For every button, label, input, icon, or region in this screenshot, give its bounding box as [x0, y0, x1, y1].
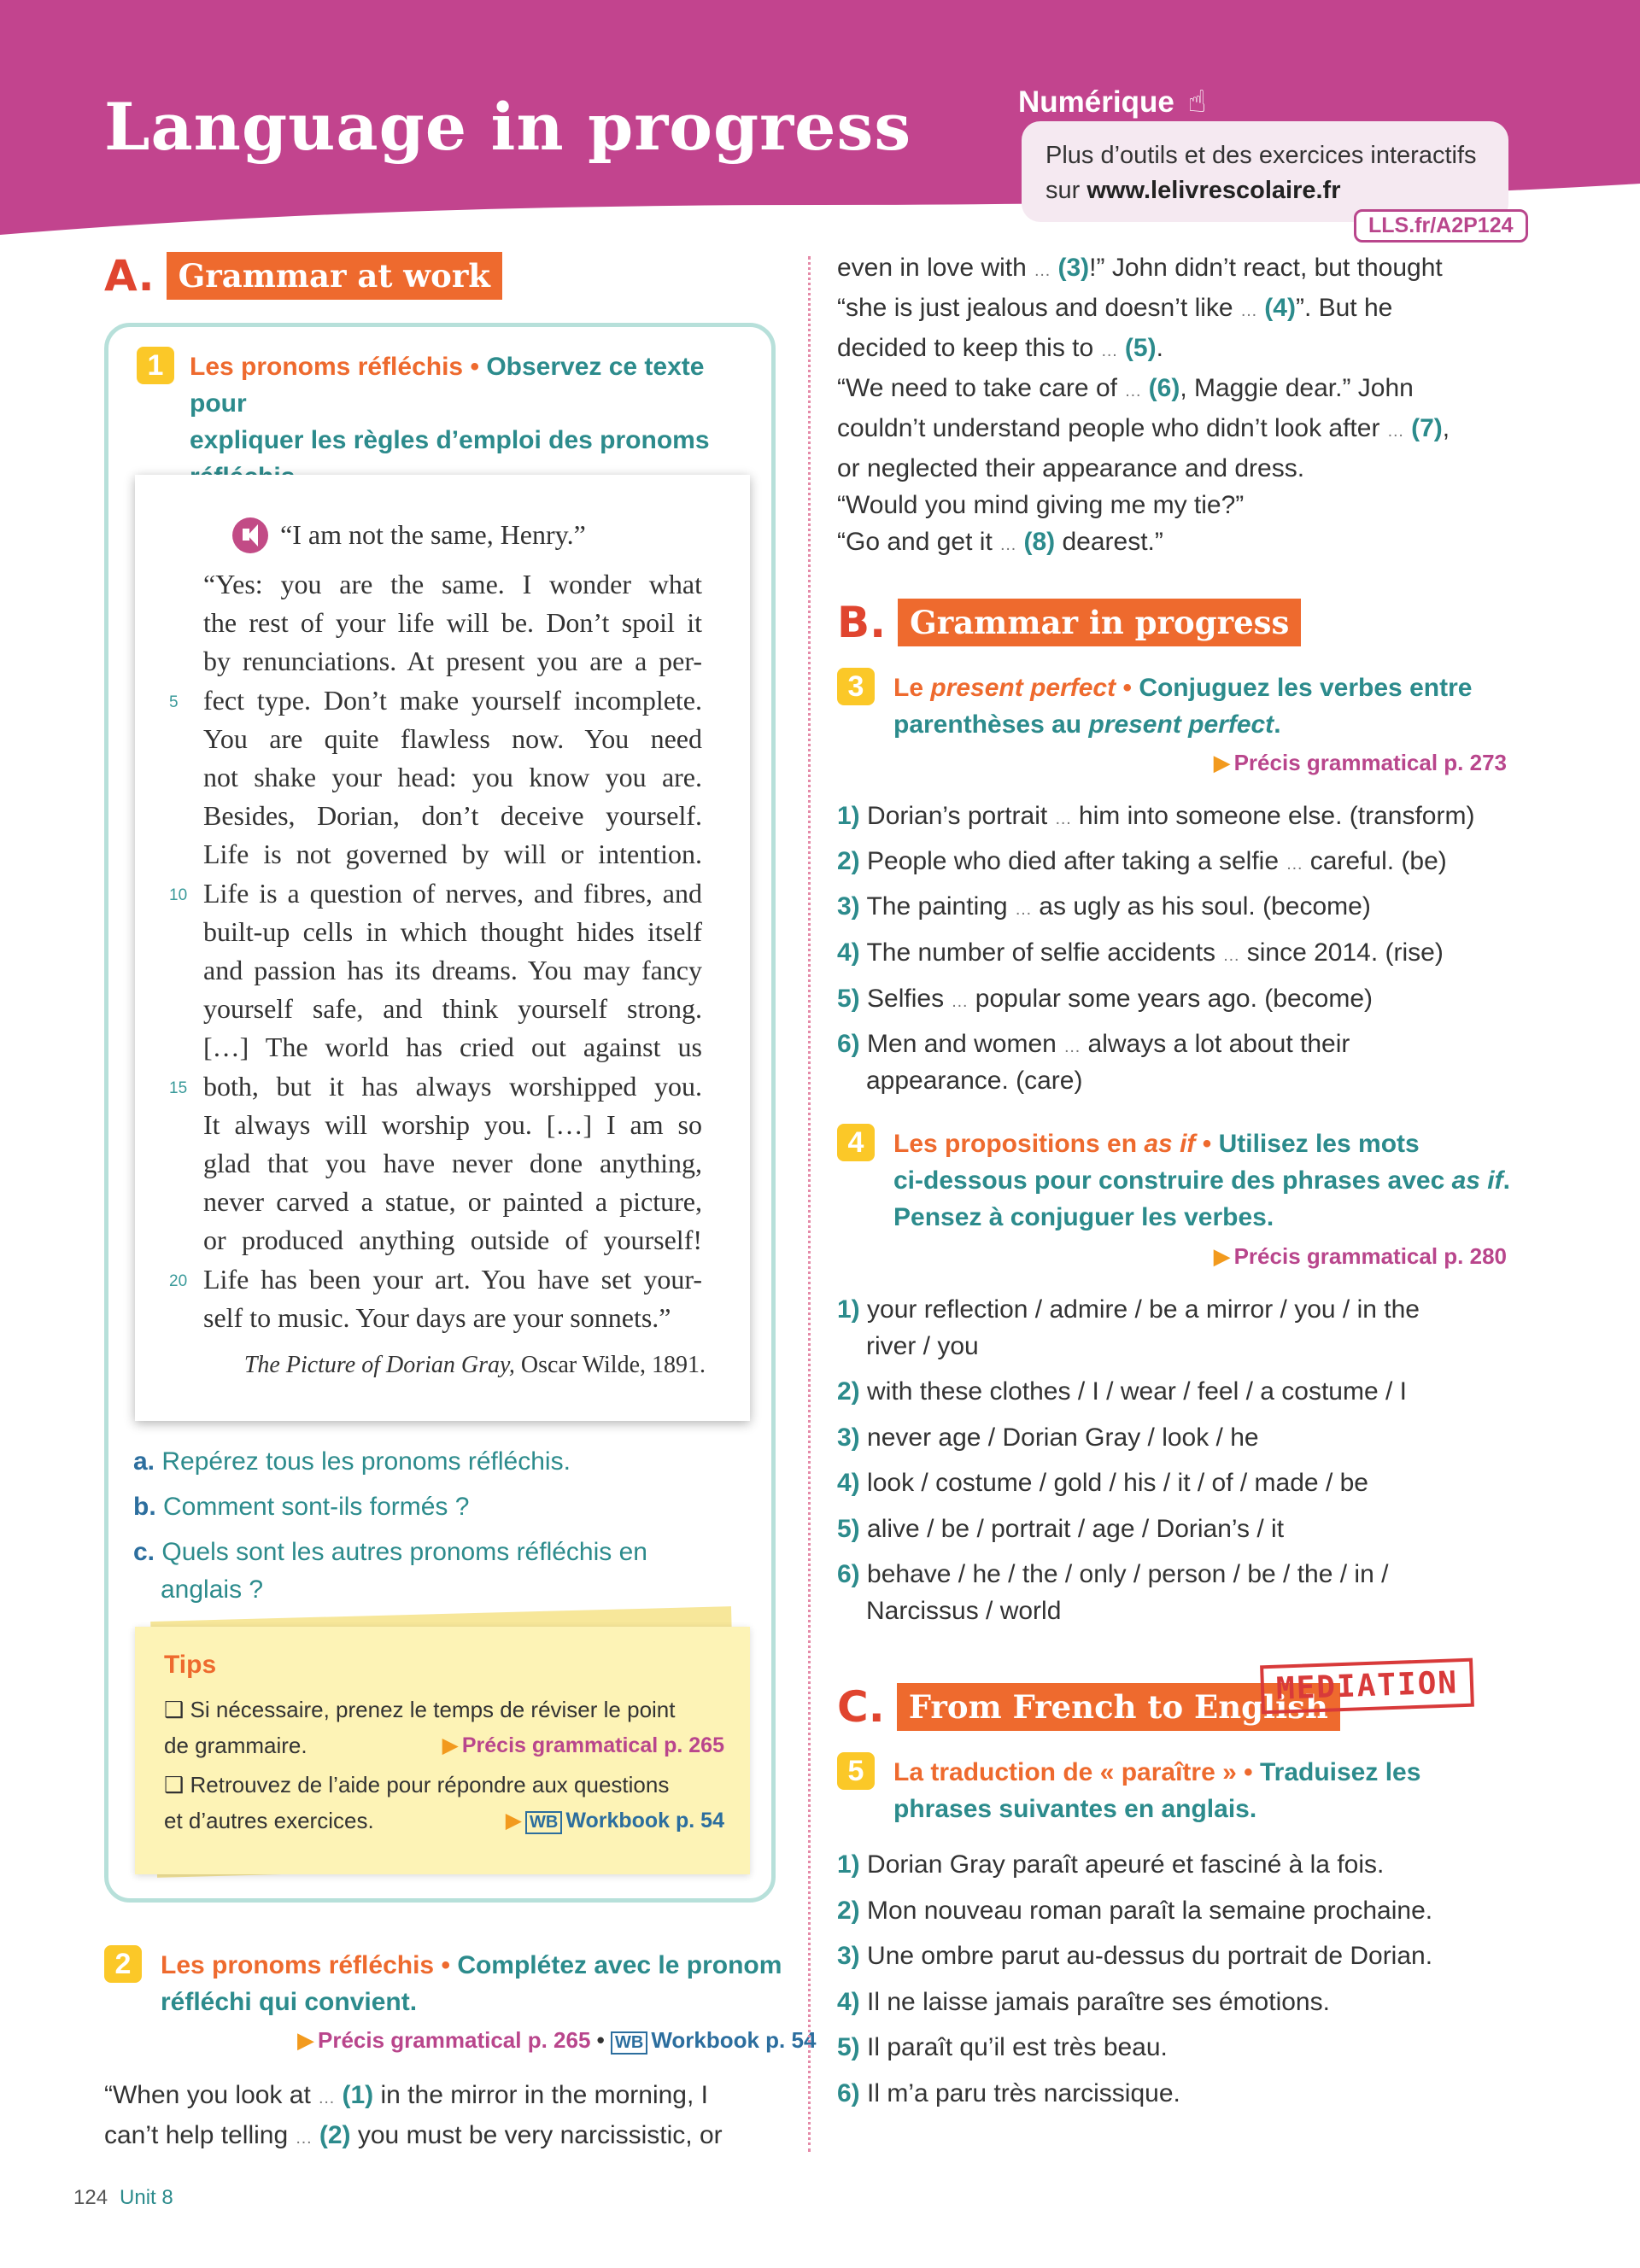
separator: •: [441, 1951, 450, 1979]
arrow-icon: ▶: [1213, 1243, 1231, 1269]
question-c: c. Quels sont les autres pronoms réfléchis en: [133, 1538, 647, 1566]
line-number: 15: [169, 1078, 188, 1097]
list-item: 1) Dorian’s portrait … him into someone else. (transform): [837, 802, 1475, 830]
audio-speaker-icon[interactable]: [232, 517, 268, 553]
page-title: Language in progress: [104, 89, 912, 165]
lls-code-link[interactable]: LLS.fr/A2P124: [1354, 209, 1528, 243]
instruction-line: expliquer les règles d’emploi des pronoms: [190, 426, 710, 454]
precis-link[interactable]: ▶ Précis grammatical p. 273: [1213, 750, 1507, 775]
quote-line: not shake your head: you know you are.: [203, 762, 702, 792]
exercise-2-refs: [297, 2027, 816, 2055]
quote-line: “I am not the same, Henry.”: [280, 519, 586, 550]
list-item-cont: appearance. (care): [866, 1067, 1083, 1095]
section-letter: B.: [837, 598, 887, 647]
page-footer: [73, 2186, 173, 2210]
quote-line: self to music. Your days are your sonnets.”: [203, 1301, 671, 1333]
exercise-number-badge: 4: [837, 1124, 875, 1161]
quote-line: by renunciations. At present you are a per-: [203, 646, 702, 677]
section-b-heading: [837, 598, 1301, 647]
instruction-line: Complétez avec le pronom: [457, 1951, 782, 1979]
column-separator: [808, 256, 811, 2152]
quote-line: Besides, Dorian, don’t deceive yourself.: [203, 800, 702, 832]
section-a-heading: [104, 251, 502, 301]
separator: •: [596, 2027, 605, 2053]
quote-line: Life is not governed by will or intention.: [203, 839, 702, 870]
instruction-line: Observez ce texte pour: [190, 353, 705, 418]
list-item: 3) Une ombre parut au-dessus du portrait de Dorian.: [837, 1942, 1433, 1970]
exercise-2-text: “When you look at … (1) in the mirror in the morning, I can’t help telling … (2) you must be very narcissistic, or: [104, 2081, 723, 2149]
list-item: 2) with these clothes / I / wear / feel / a costume / I: [837, 1377, 1407, 1406]
quote-line: You are quite flawless now. You need: [203, 722, 702, 754]
quote-line: both, but it has always worshipped you.: [203, 1070, 702, 1102]
line-number: 20: [169, 1271, 188, 1290]
section-title: Grammar at work: [167, 252, 502, 300]
quote-line: never carved a statue, or painted a picture,: [203, 1186, 702, 1218]
unit-label: Unit 8: [120, 2186, 173, 2209]
quote-line: Life is a question of nerves, and fibres, and: [203, 877, 702, 909]
workbook-icon: WB: [611, 2031, 647, 2055]
quote-line: yourself safe, and think yourself strong.: [203, 993, 702, 1025]
arrow-icon: ▶: [297, 2027, 314, 2053]
exercise-2-header: [104, 1947, 788, 2020]
precis-link[interactable]: ▶ Précis grammatical p. 280: [1213, 1243, 1507, 1269]
list-item: 5) Il paraît qu’il est très beau.: [837, 2033, 1168, 2061]
exercise-number-badge: 3: [837, 668, 875, 705]
question-b: b. Comment sont-ils formés ?: [133, 1493, 470, 1521]
numerique-url-line: [1046, 173, 1485, 208]
numerique-url-prefix: sur: [1046, 177, 1081, 204]
list-item: 2) People who died after taking a selfie … careful. (be): [837, 847, 1447, 875]
tips-line: et d’autres exercices.: [164, 1808, 374, 1833]
tips-line: ❑ Retrouvez de l’aide pour répondre aux questions: [164, 1772, 670, 1797]
list-item: 4) The number of selfie accidents … since 2014. (rise): [837, 938, 1444, 967]
exercise-4-header: 4 Les propositions en as if • Utilisez les mots ci-dessous pour construire des phrases avec as if. Pensez à conjuguer les verbes.: [837, 1125, 1589, 1236]
question-a: a. Repérez tous les pronoms réfléchis.: [133, 1447, 571, 1476]
tips-line: de grammaire.: [164, 1733, 308, 1758]
section-letter: C.: [837, 1682, 885, 1732]
numerique-text: Plus d’outils et des exercices interactifs: [1046, 142, 1477, 169]
question-c-cont: anglais ?: [161, 1575, 264, 1604]
separator: •: [470, 353, 479, 381]
list-item: 5) alive / be / portrait / age / Dorian’s / it: [837, 1515, 1285, 1543]
list-item: 6) Il m’a paru très narcissique.: [837, 2079, 1180, 2107]
list-item: 3) The painting … as ugly as his soul. (become): [837, 892, 1371, 921]
list-item: 1) your reflection / admire / be a mirror / you / in the: [837, 1295, 1420, 1324]
numerique-label: [1018, 84, 1206, 120]
pointer-hand-icon: ☝: [1187, 84, 1207, 119]
precis-link[interactable]: ▶ Précis grammatical p. 265: [442, 1733, 724, 1757]
quote-line: “Yes: you are the same. I wonder what: [203, 569, 702, 599]
quote-line: glad that you have never done anything,: [203, 1148, 702, 1178]
list-item-cont: river / you: [866, 1332, 979, 1360]
source-title: The Picture of Dorian Gray,: [243, 1351, 515, 1378]
page-number: 124: [73, 2186, 108, 2209]
exercise-5-header: 5 La traduction de « paraître » • Traduisez les phrases suivantes en anglais.: [837, 1754, 1589, 1827]
quote-line: […] The world has cried out against us: [203, 1032, 702, 1063]
quote-line: built-up cells in which thought hides itself: [203, 915, 702, 947]
numerique-label-text: Numérique: [1018, 85, 1174, 119]
quote-source: [244, 1352, 706, 1379]
tips-line: ❑ Si nécessaire, prenez le temps de réviser le point: [164, 1697, 676, 1722]
quote-line: or produced anything outside of yourself!: [203, 1225, 702, 1256]
arrow-icon: ▶: [505, 1809, 522, 1833]
exercise-topic: Les pronoms réfléchis: [161, 1951, 435, 1979]
list-item: 2) Mon nouveau roman paraît la semaine prochaine.: [837, 1897, 1433, 1925]
arrow-icon: ▶: [442, 1733, 459, 1757]
exercise-topic: Les pronoms réfléchis: [190, 353, 464, 381]
quote-line: and passion has its dreams. You may fancy: [203, 955, 702, 985]
quote-line: Life has been your art. You have set your-: [203, 1263, 702, 1295]
workbook-link[interactable]: ▶ WB Workbook p. 54: [505, 1809, 724, 1833]
numerique-url[interactable]: www.lelivrescolaire.fr: [1086, 177, 1341, 204]
exercise-number-badge: 5: [837, 1752, 875, 1790]
workbook-link[interactable]: Workbook p. 54: [651, 2027, 817, 2053]
instruction-line: réfléchi qui convient.: [161, 1988, 418, 2016]
list-item: 6) behave / he / the / only / person / be / the / in /: [837, 1560, 1389, 1588]
list-item: 1) Dorian Gray paraît apeuré et fasciné à la fois.: [837, 1850, 1385, 1879]
section-title: Grammar in progress: [898, 599, 1301, 646]
arrow-icon: ▶: [1213, 750, 1231, 775]
tips-title: Tips: [164, 1651, 217, 1679]
list-item: 5) Selfies … popular some years ago. (become): [837, 985, 1373, 1013]
tips-note: [135, 1627, 750, 1874]
mediation-badge: MEDIATION: [1260, 1658, 1474, 1715]
exercise-number-badge: 2: [104, 1945, 142, 1983]
line-number: 10: [169, 886, 188, 904]
list-item: 4) Il ne laisse jamais paraître ses émotions.: [837, 1988, 1330, 2016]
quote-card: [135, 475, 750, 1421]
list-item: 3) never age / Dorian Gray / look / he: [837, 1423, 1259, 1452]
quote-line: the rest of your life will be. Don’t spoil it: [203, 607, 702, 639]
list-item: 6) Men and women … always a lot about their: [837, 1030, 1350, 1058]
precis-link[interactable]: Précis grammatical p. 265: [318, 2027, 591, 2053]
exercise-1-header: [137, 348, 752, 495]
list-item: 4) look / costume / gold / his / it / of / made / be: [837, 1469, 1368, 1497]
source-author: Oscar Wilde, 1891.: [514, 1351, 706, 1378]
exercise-2-text-cont: even in love with … (3)!” John didn’t react, but thought “she is just jealous and doesn’t like … (4)”. But he decided to keep this to … (5). “We need to take care of … (6), Maggie dear.” John couldn’t understand people who didn’t look after … (7), or neglected their appearance and dress. “Would you mind giving me my tie?” “Go and get it … (8) dearest.”: [837, 254, 1450, 556]
line-number: 5: [169, 693, 179, 711]
quote-line: fect type. Don’t make yourself incomplete.: [203, 684, 702, 716]
list-item-cont: Narcissus / world: [866, 1597, 1062, 1625]
workbook-icon: WB: [525, 1811, 562, 1834]
exercise-3-header: 3 Le present perfect • Conjuguez les verbes entre parenthèses au present perfect.: [837, 669, 1589, 743]
section-title: From French to English: [897, 1683, 1340, 1731]
section-letter: A.: [104, 251, 155, 301]
exercise-number-badge: 1: [137, 347, 174, 384]
numerique-box[interactable]: [1022, 121, 1508, 222]
quote-line: It always will worship you. […] I am so: [203, 1108, 702, 1140]
